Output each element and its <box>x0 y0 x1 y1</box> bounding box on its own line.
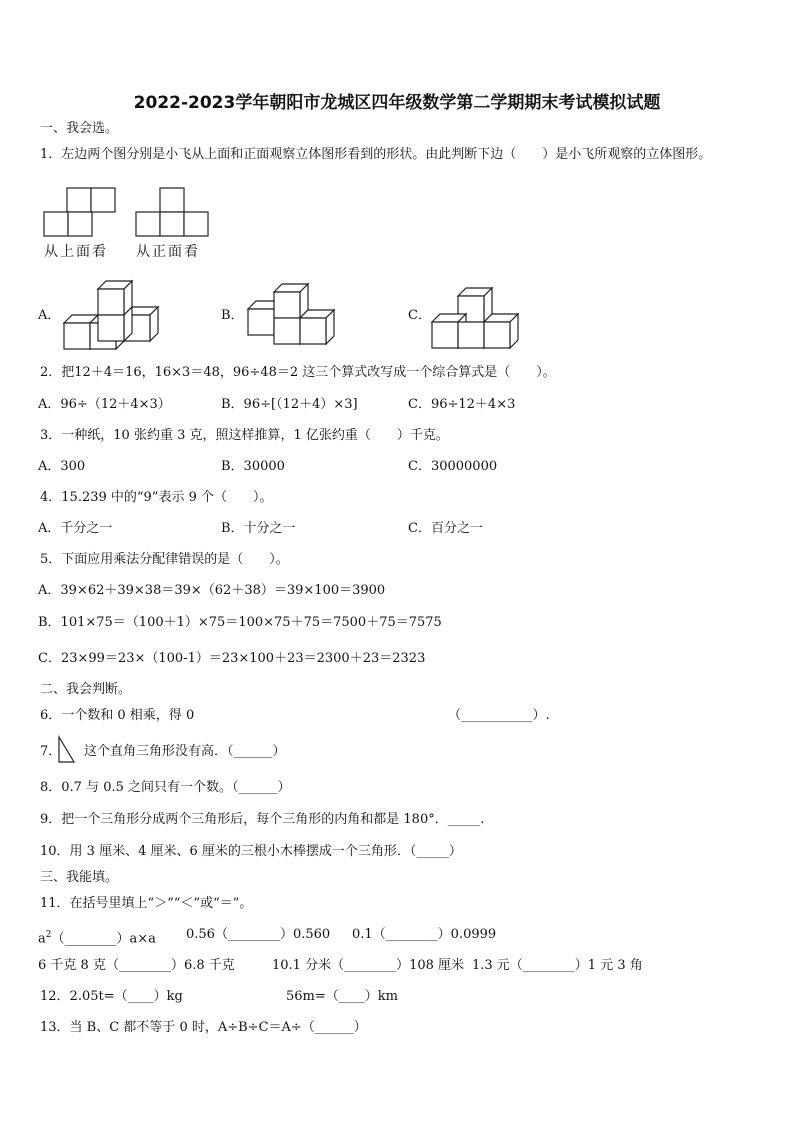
q2-option-a: A．96÷（12＋4×3） <box>38 397 171 412</box>
section-heading-2: 二、我会判断。 <box>40 682 132 697</box>
question-6-text: 6．一个数和 0 相乘，得 0 <box>40 708 195 723</box>
question-2-text: 2．把12＋4＝16，16×3＝48，96÷48＝2 这三个算式改写成一个综合算式是（ ）。 <box>40 365 556 380</box>
q1-option-c-label: C． <box>408 308 431 323</box>
question-7-text: 这个直角三角形没有高．（______） <box>84 744 286 759</box>
question-13-text: 13．当 B、C 都不等于 0 时，A÷B÷C＝A÷（______） <box>40 1020 367 1035</box>
q11-exponent: 2 <box>45 930 52 940</box>
q2-option-b: B．96÷[（12＋4）×3] <box>221 397 358 412</box>
question-12-b: 56m=（____）km <box>286 989 398 1004</box>
q1-option-a-cubes <box>64 281 160 347</box>
top-view-figure <box>43 187 123 239</box>
q11-item-a-squared <box>38 927 156 947</box>
q5-option-b: B．101×75＝（100＋1）×75＝100×75＋75＝7500＋75＝7575 <box>38 615 442 630</box>
q1-option-b-label: B． <box>221 308 244 323</box>
question-8-text: 8．0.7 与 0.5 之间只有一个数。（______） <box>40 780 291 795</box>
q2-option-c: C．96÷12＋4×3 <box>408 397 516 412</box>
question-4-text: 4．15.239 中的“9”表示 9 个（ ）。 <box>40 490 273 505</box>
question-11-text: 11．在括号里填上“＞”“＜”或“＝”。 <box>40 896 253 911</box>
front-view-label: 从正面看 <box>136 244 200 260</box>
question-12-a: 12．2.05t=（____）kg <box>40 989 183 1004</box>
q3-option-a: A．300 <box>38 459 86 474</box>
q11-item-e: 10.1 分米（________）108 厘米 <box>272 958 465 973</box>
section-heading-3: 三、我能填。 <box>40 870 119 885</box>
section-heading-1: 一、我会选。 <box>40 121 119 136</box>
q11-item-c: 0.1（________）0.0999 <box>352 927 497 942</box>
question-3-text: 3．一种纸，10 张约重 3 克，照这样推算，1 亿张约重（ ）千克。 <box>40 428 449 443</box>
q4-option-b: B．十分之一 <box>221 521 296 536</box>
top-view-label: 从上面看 <box>44 244 108 260</box>
q1-option-c-cubes <box>432 288 518 348</box>
question-1-text: 1．左边两个图分别是小飞从上面和正面观察立体图形看到的形状。由此判断下边（ ）是小飞所观察的立体图形。 <box>40 147 712 162</box>
page-title: 2022-2023学年朝阳市龙城区四年级数学第二学期期末考试模拟试题 <box>133 93 661 113</box>
q3-option-c: C．30000000 <box>408 459 498 474</box>
question-6-blank: （___________）. <box>448 708 550 723</box>
right-triangle-icon <box>58 736 76 764</box>
q11-item-a-rest: （________）a×a <box>51 931 156 947</box>
question-5-text: 5．下面应用乘法分配律错误的是（ ）。 <box>40 552 289 567</box>
question-9-text: 9．把一个三角形分成两个三角形后，每个三角形的内角和都是 180°．_____. <box>40 812 485 827</box>
q1-option-b-cubes <box>248 284 338 344</box>
q4-option-c: C．百分之一 <box>408 521 483 536</box>
question-7-number: 7． <box>40 744 62 759</box>
q11-base: a <box>38 931 46 947</box>
q4-option-a: A．千分之一 <box>38 521 113 536</box>
q5-option-a: A．39×62＋39×38＝39×（62＋38）＝39×100＝3900 <box>38 583 386 598</box>
question-10-text: 10．用 3 厘米、4 厘米、6 厘米的三根小木棒摆成一个三角形．（_____） <box>40 844 462 859</box>
q11-item-f: 1.3 元（________）1 元 3 角 <box>472 958 643 973</box>
q5-option-c: C．23×99＝23×（100-1）＝23×100＋23＝2300＋23＝2323 <box>38 651 426 666</box>
q11-item-b: 0.56（________）0.560 <box>186 927 331 942</box>
q3-option-b: B．30000 <box>221 459 285 474</box>
q1-option-a-label: A． <box>38 308 61 323</box>
front-view-figure <box>135 187 215 239</box>
q11-item-d: 6 千克 8 克（________）6.8 千克 <box>38 958 235 973</box>
